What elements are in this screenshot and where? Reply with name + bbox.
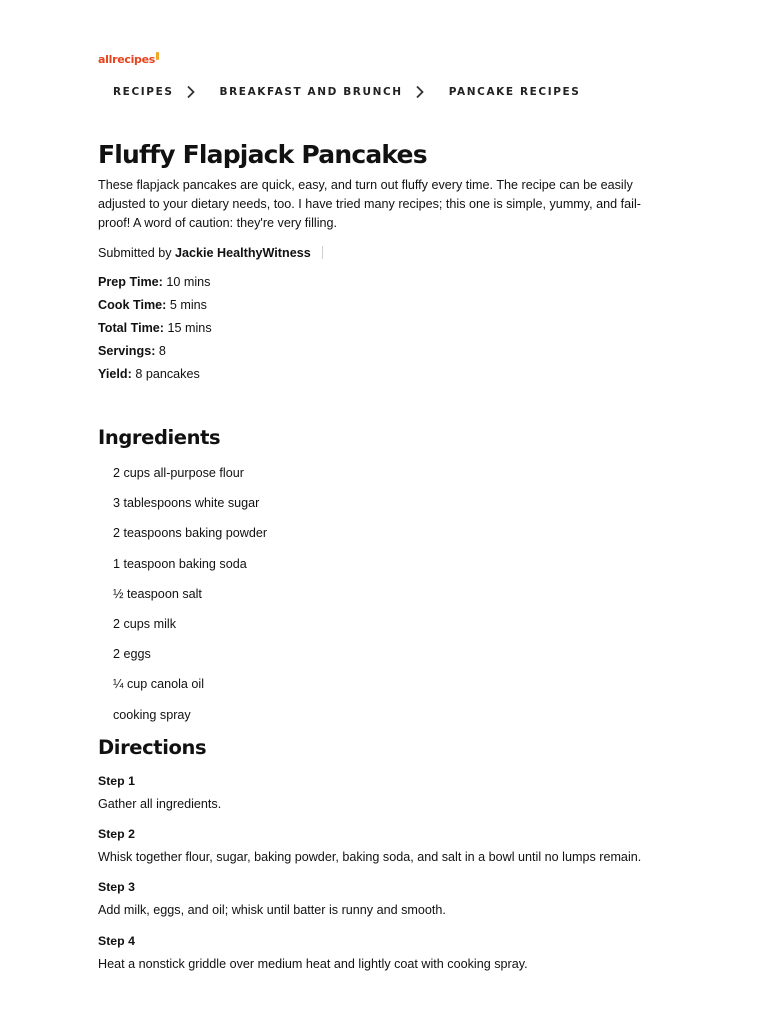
byline-divider xyxy=(322,246,323,259)
logo-mark-icon xyxy=(156,52,159,60)
step-text: Gather all ingredients. xyxy=(98,797,222,811)
recipe-description: These flapjack pancakes are quick, easy, and turn out fluffy every time. The recipe can be easily adjusted to your dietary needs, too. I have tried many recipes; this one is simple, yummy, and fail-proof! A word of caution: they're very filling. xyxy=(98,178,641,230)
ingredient-item: ½ teaspoon salt xyxy=(113,586,202,601)
directions-list xyxy=(98,772,641,985)
step-label: Step 1 xyxy=(98,774,135,788)
direction-step xyxy=(98,878,641,931)
meta-prep-time xyxy=(98,271,212,294)
meta-value: 8 pancakes xyxy=(135,367,200,381)
recipe-title: Fluffy Flapjack Pancakes xyxy=(98,140,427,169)
byline-prefix: Submitted by xyxy=(98,246,172,260)
meta-yield xyxy=(98,363,212,386)
ingredient-item: 3 tablespoons white sugar xyxy=(113,496,260,511)
breadcrumb-link-breakfast-and-brunch[interactable]: BREAKFAST AND BRUNCH xyxy=(219,86,403,98)
direction-step xyxy=(98,772,641,825)
ingredient-item: 2 eggs xyxy=(113,647,151,662)
step-text: Heat a nonstick griddle over medium heat and lightly coat with cooking spray. xyxy=(98,956,528,971)
author-link[interactable]: Jackie HealthyWitness xyxy=(175,246,311,260)
step-label: Step 3 xyxy=(98,880,135,895)
recipe-details xyxy=(98,271,212,386)
meta-label: Prep Time: xyxy=(98,275,163,289)
site-logo[interactable] xyxy=(98,52,159,67)
step-label: Step 2 xyxy=(98,827,135,842)
ingredient-item: cooking spray xyxy=(113,707,191,722)
breadcrumb-link-recipes[interactable]: RECIPES xyxy=(113,86,174,98)
meta-label: Servings: xyxy=(98,344,156,358)
breadcrumb xyxy=(113,84,580,100)
step-label: Step 4 xyxy=(98,933,135,948)
ingredient-item: 2 cups milk xyxy=(113,616,176,631)
step-text: Whisk together flour, sugar, baking powder, baking soda, and salt in a bowl until no lumps remain. xyxy=(98,850,642,865)
direction-step xyxy=(98,932,641,985)
ingredient-item: 2 teaspoons baking powder xyxy=(113,526,268,541)
meta-servings xyxy=(98,340,212,363)
meta-label: Cook Time: xyxy=(98,298,167,312)
logo-text: allrecipes xyxy=(98,53,156,66)
direction-step xyxy=(98,825,641,878)
meta-value: 8 xyxy=(158,344,166,358)
meta-value: 10 mins xyxy=(166,275,211,289)
ingredient-item: 1 teaspoon baking soda xyxy=(113,556,247,571)
chevron-right-icon xyxy=(415,84,427,100)
meta-value: 15 mins xyxy=(167,321,212,335)
ingredients-list xyxy=(113,464,267,736)
meta-label: Total Time: xyxy=(98,321,165,335)
meta-cook-time xyxy=(98,294,212,317)
breadcrumb-link-pancake-recipes[interactable]: PANCAKE RECIPES xyxy=(448,86,581,98)
ingredient-item: 2 cups all-purpose flour xyxy=(113,466,244,480)
ingredients-heading: Ingredients xyxy=(98,426,221,449)
chevron-right-icon xyxy=(186,84,198,100)
meta-total-time xyxy=(98,317,212,340)
directions-heading: Directions xyxy=(98,736,207,759)
meta-value: 5 mins xyxy=(169,298,207,312)
ingredient-item: ¼ cup canola oil xyxy=(113,677,205,692)
meta-label: Yield: xyxy=(98,367,132,381)
recipe-byline xyxy=(98,244,323,262)
step-text: Add milk, eggs, and oil; whisk until batter is runny and smooth. xyxy=(98,903,446,918)
